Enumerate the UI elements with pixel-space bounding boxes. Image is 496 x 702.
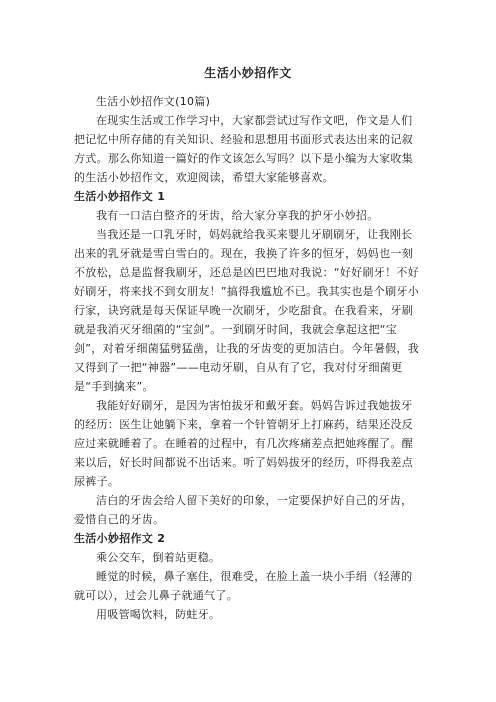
paragraph: 洁白的牙齿会给人留下美好的印象，一定要保护好自己的牙齿，爱惜自己的牙齿。 <box>74 494 413 526</box>
section-heading-2: 生活小妙招作文 2 <box>74 532 166 545</box>
paragraph: 用吸管喝饮料，防蛀牙。 <box>96 608 221 621</box>
paragraph-subtitle: 生活小妙招作文(10篇) <box>96 95 211 108</box>
paragraph-intro: 在现实生活或工作学习中，大家都尝试过写作文吧，作文是人们把记忆中所存储的有关知识、经验和思想用书面形式表达出来的记叙方式。那么你知道一篇好的作文该怎么写吗？以下是小编为大家收集的生活小妙招作文，欢迎阅读，希望大家能够喜欢。 <box>74 114 413 184</box>
paragraph: 我能好好刷牙，是因为害怕拔牙和戴牙套。妈妈告诉过我她拔牙的经历：医生让她躺下来，拿着一个针管朝牙上打麻药，结果还没反应过来就睡着了。在睡着的过程中，有几次疼痛差点把她疼醒了。醒来以后，好长时间都说不出话来。听了妈妈拔牙的经历，吓得我差点尿裤子。 <box>74 399 413 488</box>
paragraph: 我有一口洁白整齐的牙齿，给大家分享我的护牙小妙招。 <box>96 209 379 222</box>
section-heading-1: 生活小妙招作文 1 <box>74 190 166 203</box>
paragraph: 睡觉的时候，鼻子塞住，很难受，在脸上盖一块小手绢（轻薄的就可以），过会儿鼻子就通气了。 <box>74 570 413 602</box>
paragraph: 乘公交车，倒着站更稳。 <box>96 551 221 564</box>
document-body <box>74 92 422 624</box>
document-title: 生活小妙招作文 <box>204 66 292 80</box>
paragraph: 当我还是一口乳牙时，妈妈就给我买来婴儿牙刷刷牙，让我刚长出来的乳牙就是雪白雪白的。现在，我换了许多的恒牙，妈妈也一刻不放松，总是监督我刷牙，还总是凶巴巴地对我说：“好好刷牙！不好好刷牙，将来找不到女朋友！”搞得我尴尬不已。我其实也是个刷牙小行家，诀窍就是每天保证早晚一次刷牙，少吃甜食。在我看来，牙刷就是我消灭牙细菌的“宝剑”。一到刷牙时间，我就会拿起这把“宝剑”，对着牙细菌猛劈猛凿，让我的牙齿变的更加洁白。今年暑假，我又得到了一把“神器”——电动牙刷，自从有了它，我对付牙细菌更是“手到擒来”。 <box>74 228 419 393</box>
